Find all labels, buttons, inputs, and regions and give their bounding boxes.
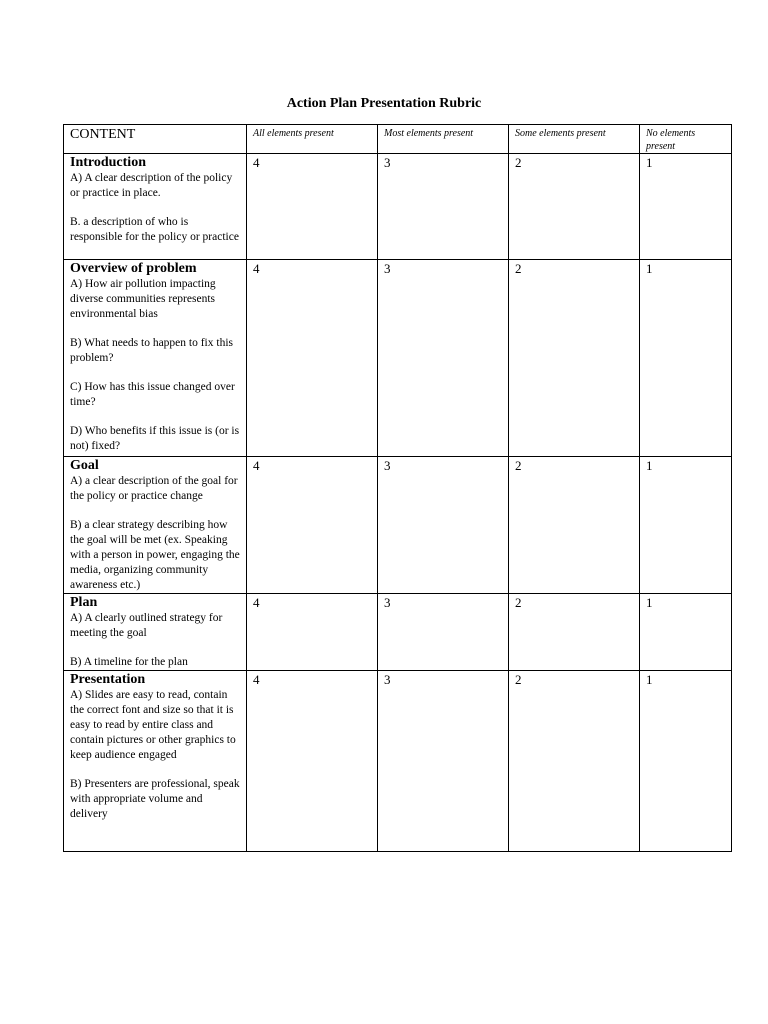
score-cell: 4 <box>247 457 378 594</box>
criterion-cell <box>64 154 247 260</box>
score-cell: 4 <box>247 260 378 457</box>
criterion-item: A) How air pollution impacting diverse communities represents environmental bias <box>70 278 216 320</box>
table-row <box>64 671 732 852</box>
table-row <box>64 260 732 457</box>
criterion-item: A) A clearly outlined strategy for meeting the goal <box>70 612 223 639</box>
table-row <box>64 594 732 671</box>
criterion-cell <box>64 594 247 671</box>
criterion-title: Plan <box>70 595 98 610</box>
score-cell: 1 <box>640 671 732 852</box>
table-row <box>64 154 732 260</box>
score-cell: 3 <box>378 457 509 594</box>
score-cell: 3 <box>378 594 509 671</box>
score-cell: 3 <box>378 260 509 457</box>
score-cell: 4 <box>247 671 378 852</box>
header-level-some: Some elements present <box>509 125 640 154</box>
criterion-item: B) Presenters are professional, speak with appropriate volume and delivery <box>70 778 240 820</box>
criterion-title: Introduction <box>70 155 146 170</box>
criterion-item: A) A clear description of the policy or practice in place. <box>70 172 233 199</box>
criterion-title: Goal <box>70 458 99 473</box>
table-row <box>64 457 732 594</box>
criterion-cell <box>64 671 247 852</box>
table-header-row <box>64 125 732 154</box>
header-level-none: No elements present <box>640 125 732 154</box>
score-cell: 4 <box>247 154 378 260</box>
score-cell: 1 <box>640 457 732 594</box>
header-level-all: All elements present <box>247 125 378 154</box>
criterion-cell <box>64 260 247 457</box>
score-cell: 3 <box>378 154 509 260</box>
score-cell: 4 <box>247 594 378 671</box>
score-cell: 1 <box>640 154 732 260</box>
criterion-item: B. a description of who is responsible for the policy or practice <box>70 216 239 243</box>
criterion-item: A) a clear description of the goal for the policy or practice change <box>70 475 238 502</box>
score-cell: 2 <box>509 260 640 457</box>
criterion-title: Overview of problem <box>70 261 197 276</box>
page-title: Action Plan Presentation Rubric <box>286 96 482 111</box>
criterion-item: A) Slides are easy to read, contain the correct font and size so that it is easy to read by entire class and contain pictures or other graphics to keep audience engaged <box>70 689 236 761</box>
criterion-item: D) Who benefits if this issue is (or is not) fixed? <box>70 425 240 452</box>
score-cell: 3 <box>378 671 509 852</box>
criterion-item: B) A timeline for the plan <box>70 656 188 668</box>
criterion-item: B) a clear strategy describing how the goal will be met (ex. Speaking with a person in power, engaging the media, organizing community awareness etc.) <box>70 519 240 591</box>
criterion-title: Presentation <box>70 672 146 687</box>
score-cell: 2 <box>509 671 640 852</box>
score-cell: 1 <box>640 260 732 457</box>
criterion-item: C) How has this issue changed over time? <box>70 381 235 408</box>
header-content: CONTENT <box>64 125 247 154</box>
score-cell: 2 <box>509 457 640 594</box>
score-cell: 1 <box>640 594 732 671</box>
criterion-item: B) What needs to happen to fix this problem? <box>70 337 233 364</box>
criterion-cell <box>64 457 247 594</box>
rubric-table <box>63 124 732 852</box>
header-level-most: Most elements present <box>378 125 509 154</box>
score-cell: 2 <box>509 154 640 260</box>
score-cell: 2 <box>509 594 640 671</box>
